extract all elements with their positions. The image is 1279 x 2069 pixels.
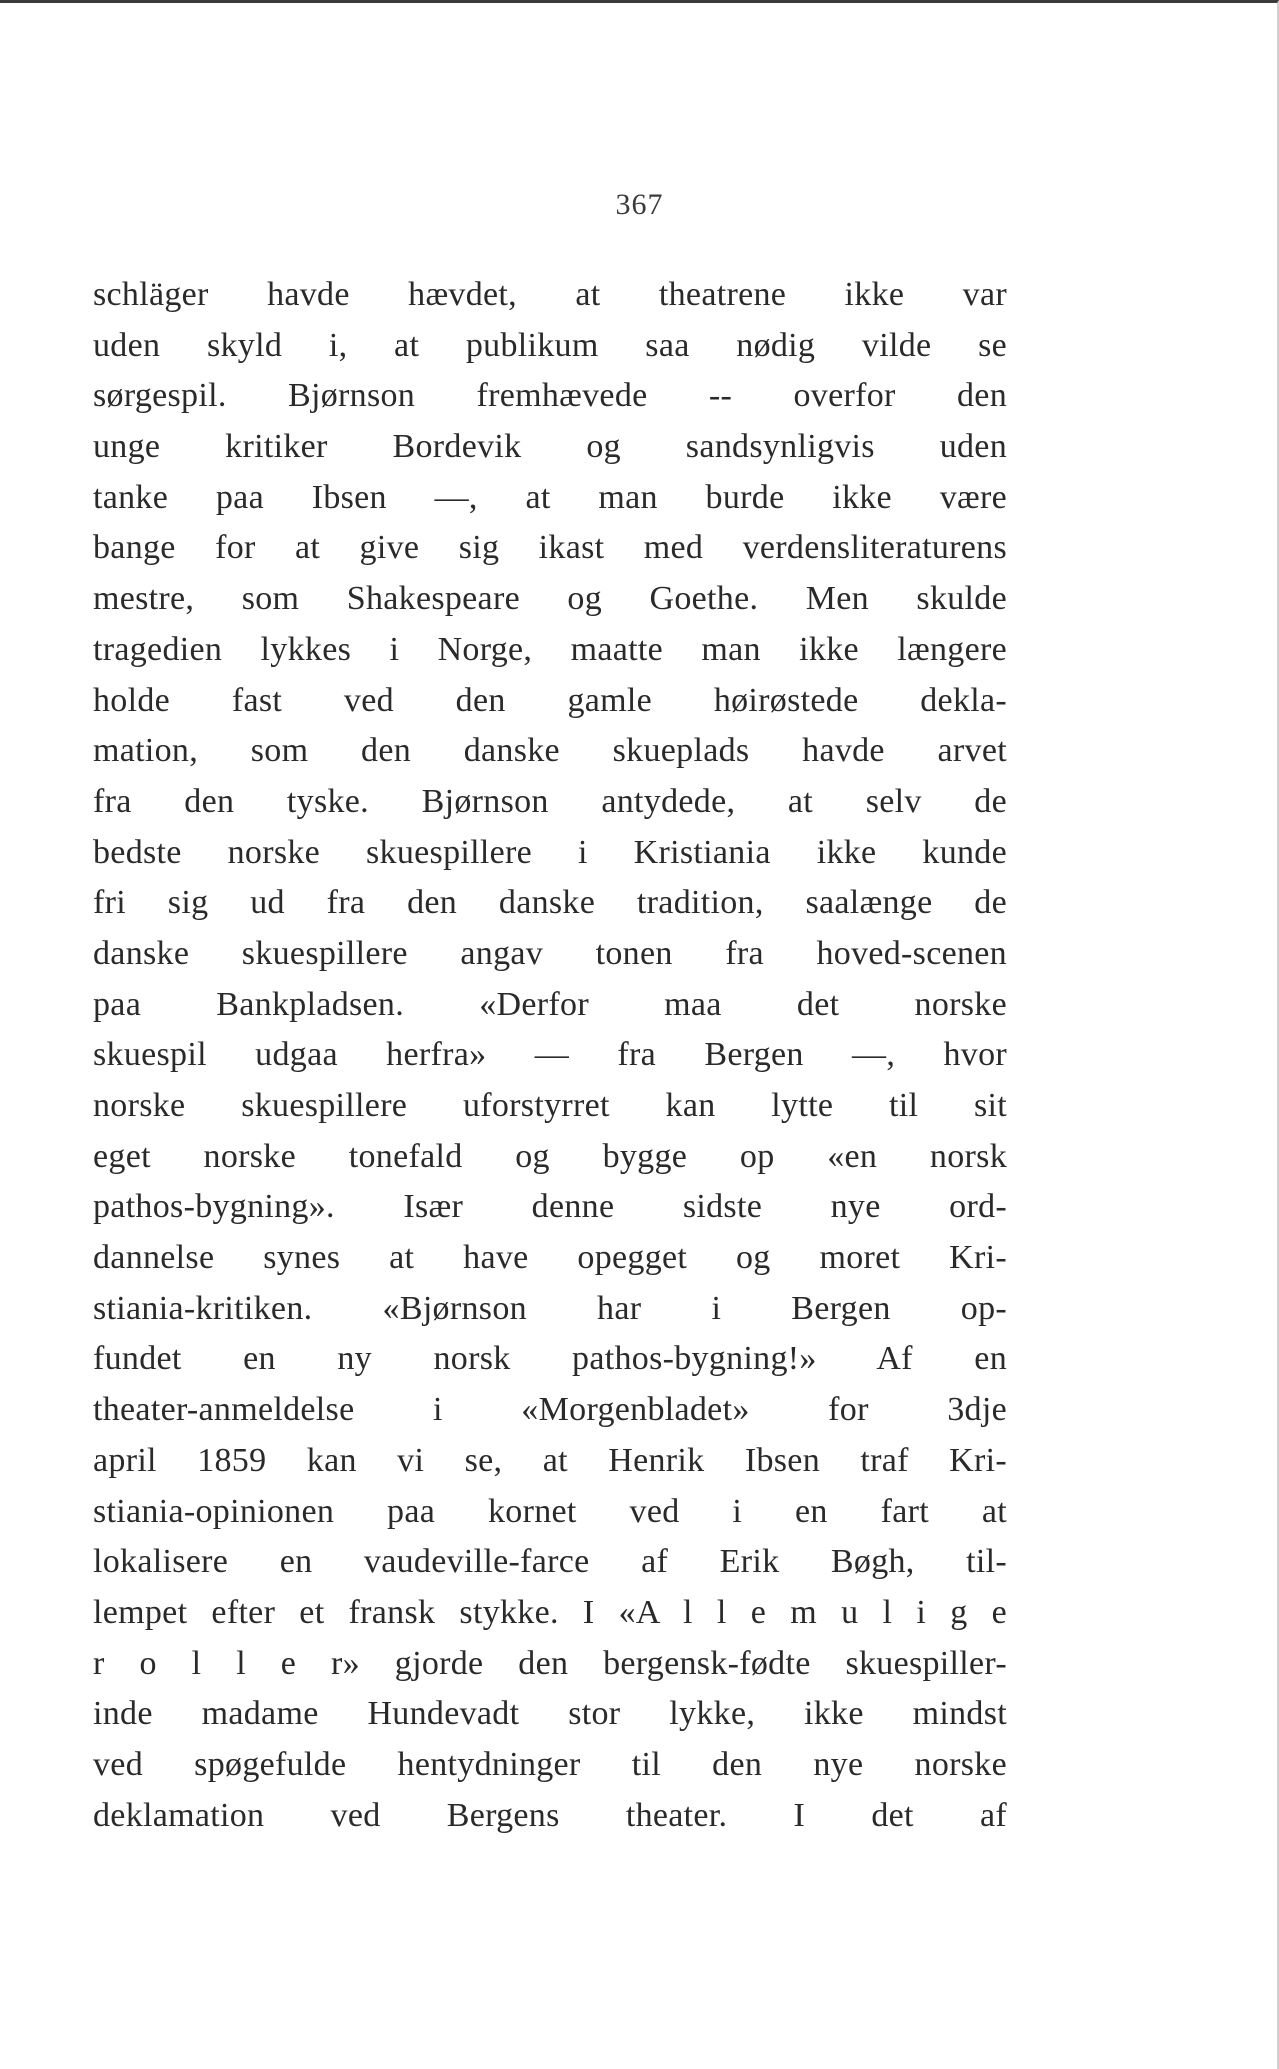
text-line: stiania-kritiken. «Bjørnson har i Bergen op- <box>93 1289 1007 1327</box>
text-line: danske skuespillere angav tonen fra hoved-scenen <box>93 934 1007 972</box>
text-line: paa Bankpladsen. «Derfor maa det norske <box>93 985 1007 1023</box>
text-line: unge kritiker Bordevik og sandsynligvis uden <box>93 428 1007 466</box>
text-line: bange for at give sig ikast med verdensliteraturens <box>93 529 1007 567</box>
text-line: theater-anmeldelse i «Morgenbladet» for 3dje <box>93 1391 1007 1429</box>
text-line: norske skuespillere uforstyrret kan lytte til sit <box>93 1087 1007 1124</box>
text-line: lempet efter et fransk stykke. I «A l l e m u l i g e <box>93 1593 1007 1631</box>
text-line: skuespil udgaa herfra» — fra Bergen —, hvor <box>93 1036 1007 1074</box>
text-line: sørgespil. Bjørnson fremhævede -- overfor den <box>93 377 1007 415</box>
text-line: schläger havde hævdet, at theatrene ikke var <box>93 276 1007 313</box>
text-line: fri sig ud fra den danske tradition, saalænge de <box>93 884 1007 922</box>
text-line: fra den tyske. Bjørnson antydede, at selv de <box>93 782 1007 820</box>
text-line: bedste norske skuespillere i Kristiania ikke kunde <box>93 833 1007 871</box>
text-line: april 1859 kan vi se, at Henrik Ibsen traf Kri- <box>93 1441 1007 1479</box>
text-line: lokalisere en vaudeville-farce af Erik Bøgh, til- <box>93 1543 1007 1581</box>
text-line: tanke paa Ibsen —, at man burde ikke være <box>93 478 1007 516</box>
text-line: fundet en ny norsk pathos-bygning!» Af en <box>93 1340 1007 1378</box>
text-line: eget norske tonefald og bygge op «en norsk <box>93 1137 1007 1175</box>
text-line: holde fast ved den gamle høirøstede dekla- <box>93 681 1007 719</box>
text-line: stiania-opinionen paa kornet ved i en fart at <box>93 1492 1007 1530</box>
text-line: pathos-bygning». Især denne sidste nye ord- <box>93 1188 1007 1226</box>
text-line: deklamation ved Bergens theater. I det af <box>93 1796 1007 1834</box>
text-line: mation, som den danske skueplads havde arvet <box>93 732 1007 770</box>
text-line: inde madame Hundevadt stor lykke, ikke mindst <box>93 1695 1007 1733</box>
body-text <box>93 270 1007 1841</box>
text-line: uden skyld i, at publikum saa nødig vilde se <box>93 326 1007 364</box>
text-line: ved spøgefulde hentydninger til den nye norske <box>93 1745 1007 1783</box>
text-line: tragedien lykkes i Norge, maatte man ikke længere <box>93 630 1007 668</box>
text-line: r o l l e r» gjorde den bergensk-fødte skuespiller- <box>93 1644 1007 1682</box>
text-line: dannelse synes at have opegget og moret Kri- <box>93 1239 1007 1277</box>
text-line: mestre, som Shakespeare og Goethe. Men skulde <box>93 580 1007 618</box>
page-number: 367 <box>615 188 664 221</box>
